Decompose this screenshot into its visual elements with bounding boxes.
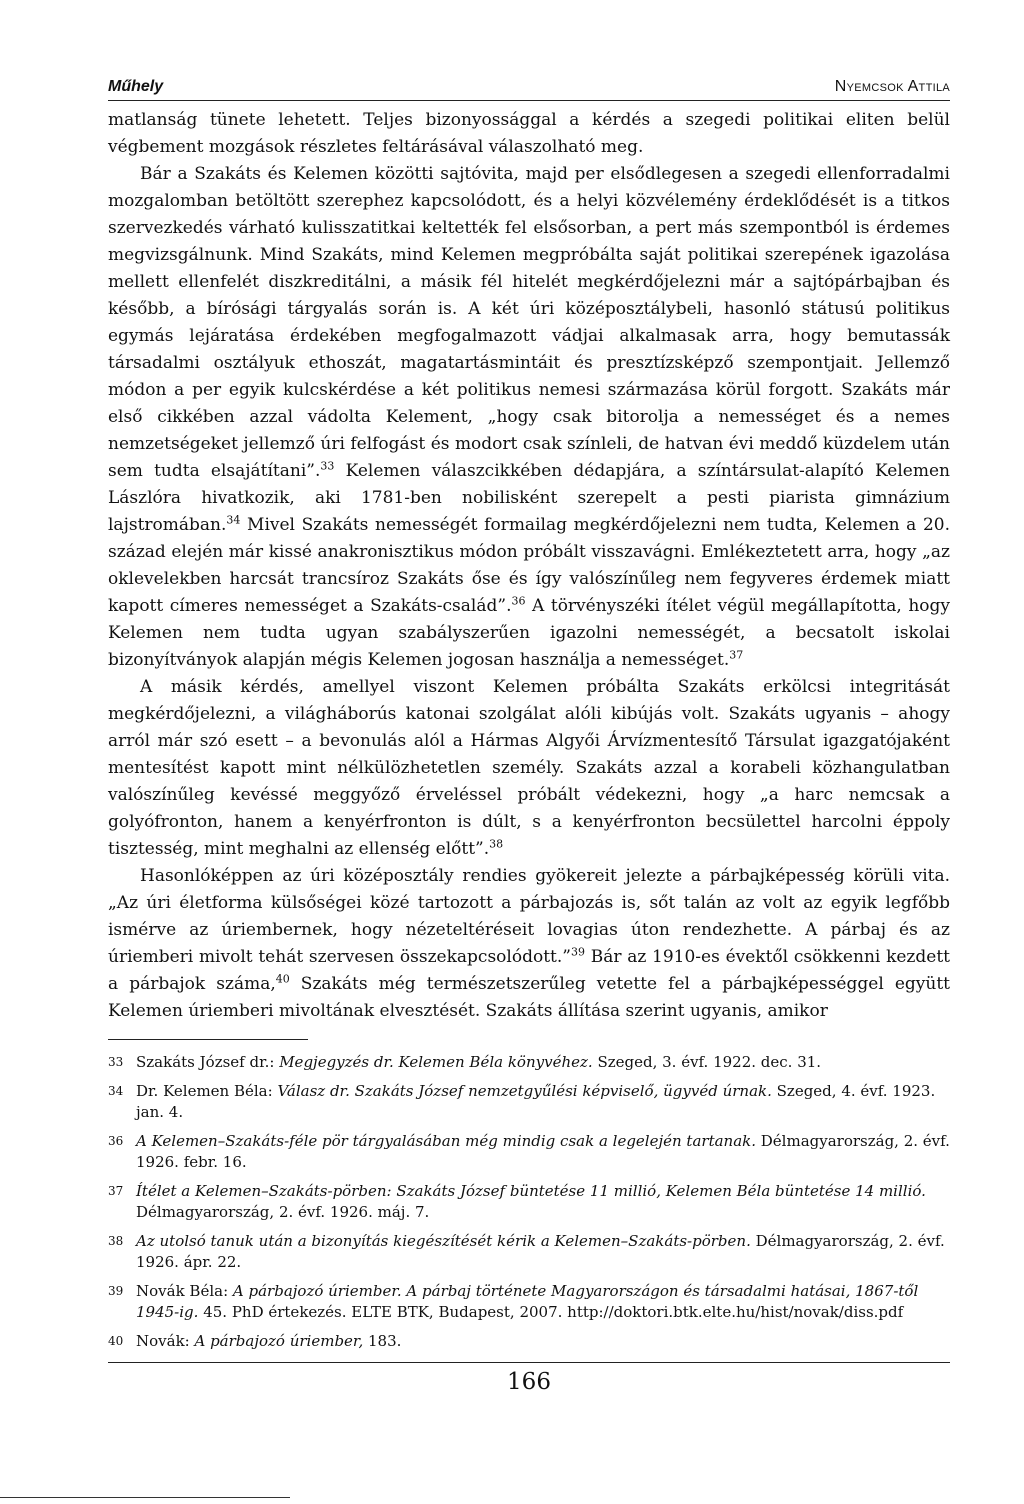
footnote: 39 Novák Béla: A párbajozó úriember. A párbaj története Magyarországon és társadalmi hatásai, 1867-től 1945-ig. 45. PhD értekezés. ELTE BTK, Budapest, 2007. http://doktori.btk.elte.hu/hist/novak/diss.pdf (108, 1282, 919, 1321)
footnote-ref: 34 (226, 513, 241, 527)
footnote-ref: 36 (511, 594, 526, 608)
section-title: Műhely (108, 78, 164, 95)
paragraph: Hasonlóképpen az úri középosztály rendies gyökereit jelezte a párbajképesség körüli vita. „Az úri életforma külsőségei közé tartozott a párbajozás is, sőt talán az volt az egyik legfőbb ismérve az úriembernek, hogy nézeteltéréseit lovagias úton rendezhette. A párbaj és az úriemberi mivolt tehát szervesen összekapcsolódott.”$^{39}$ Bár az 1910-es évektől csökkenni kezdett a párbajok száma,$^{40}$ Szakáts még természetszerűleg vetette fel a párbajképességgel együtt Kelemen úriemberi mivoltának elvesztését. Szakáts állítása szerint ugyanis, amikor (108, 866, 950, 1021)
footnote-ref: 33 (320, 459, 335, 473)
page-number: 166 (507, 1369, 551, 1395)
footnote: 33 Szakáts József dr.: Megjegyzés dr. Kelemen Béla könyvéhez. Szeged, 3. évf. 1922. dec. 31. (108, 1053, 822, 1071)
author-name: Nyemcsok Attila (834, 78, 950, 95)
footnote-number: 34 (108, 1084, 124, 1098)
footnote: 37 Ítélet a Kelemen–Szakáts-pörben: Szakáts József büntetése 11 millió, Kelemen Béla büntetése 14 millió. Délmagyarország, 2. évf. 1926. máj. 7. (108, 1182, 926, 1221)
footnote-number: 38 (108, 1234, 124, 1248)
running-head (108, 78, 950, 101)
footnote-ref: 40 (275, 972, 290, 986)
footnote-number: 39 (108, 1284, 124, 1298)
footnote-ref: 37 (729, 648, 744, 662)
footnote-ref: 38 (489, 837, 504, 851)
bottom-divider (108, 1362, 950, 1363)
paragraph: Bár a Szakáts és Kelemen közötti sajtóvita, majd per elsődlegesen a szegedi ellenforradalmi mozgalomban betöltött szerephez kapcsolódott, és a helyi közvélemény érdeklődését is a titkos szervezkedés várható kulisszatitkai keltették fel elsősorban, a pert más szempontból is érdemes megvizsgálnunk. Mind Szakáts, mind Kelemen megpróbálta saját politikai szerepének igazolása mellett ellenfelét diszkreditálni, a másik fél hitelét megkérdőjelezni már a sajtópárbajban és később, a bírósági tárgyalás során is. A két úri középosztálybeli, hasonló státusú politikus egymás lejáratása érdekében megfogalmazott vádjai alkalmasak arra, hogy bemutassák társadalmi osztályuk ethoszát, magatartásmintáit és presztízsképző szempontjait. Jellemző módon a per egyik kulcskérdése a két politikus nemesi származása körül forgott. Szakáts már első cikkében azzal vádolta Kelement, „hogy csak bitorolja a nemességet és a nemes nemzetségeket jellemző úri felfogást és modort csak színleli, de hatvan évi meddő küzdelem után sem tudta elsajátítani”.$^{33}$ Kelemen válaszcikkében dédapjára, a színtársulat-alapító Kelemen Lászlóra hivatkozik, aki 1781-ben nobilisként szerepelt a pesti piarista gimnázium lajstromában.$^{34}$ Mivel Szakáts nemességét formailag megkérdőjelezni nem tudta, Kelemen a 20. század elején már kissé anakronisztikus módon próbált visszavágni. Emlékeztetett arra, hogy „az oklevelekben harcsát trancsíroz Szakáts őse és így valószínűleg nem fegyveres érdemek miatt kapott címeres nemességet a Szakáts-család”.$^{36}$ A törvényszéki ítélet végül megállapította, hogy Kelemen nem tudta ugyan szabályszerűen igazolni nemességét, a becsatolt iskolai bizonyítványok alapján mégis Kelemen jogosan használja a nemességet.$^{37}$ (108, 164, 950, 670)
paragraph: A másik kérdés, amellyel viszont Kelemen próbálta Szakáts erkölcsi integritását megkérdőjelezni, a világháborús katonai szolgálat alóli kibújás volt. Szakáts ugyanis – ahogy arról már szó esett – a bevonulás alól a Hármas Algyői Árvízmentesítő Társulat igazgatójaként mentesítést kapott mint nélkülözhetetlen személy. Szakáts azzal a korabeli közhangulatban valószínűleg kevéssé meggyőző érveléssel próbált védekezni, hogy „a harc nemcsak a golyófronton, hanem a kenyérfronton is dúlt, s a kenyérfronton becsülettel harcolni éppoly tisztesség, mint meghalni az ellenség előtt”.$^{38}$ (108, 677, 950, 859)
paragraph: matlanság tünete lehetett. Teljes bizonyossággal a kérdés a szegedi politikai eliten belül végbement mozgások részletes feltárásával válaszolható meg. (108, 110, 950, 157)
book-page (108, 78, 950, 1395)
footnote: 40 Novák: A párbajozó úriember, 183. (108, 1332, 402, 1350)
footnote-number: 33 (108, 1055, 124, 1069)
footnote-number: 37 (108, 1184, 124, 1198)
footnote-divider (108, 1039, 308, 1040)
footnote-number: 40 (108, 1334, 124, 1348)
footnote: 36 A Kelemen–Szakáts-féle pör tárgyalásában még mindig csak a legelején tartanak. Délmagyarország, 2. évf. 1926. febr. 16. (108, 1132, 950, 1171)
footnote-number: 36 (108, 1134, 124, 1148)
footnote-ref: 39 (570, 945, 585, 959)
footnote: 34 Dr. Kelemen Béla: Válasz dr. Szakáts József nemzetgyűlési képviselő, ügyvéd úrnak. Szeged, 4. évf. 1923. jan. 4. (108, 1082, 936, 1121)
footnotes (108, 1052, 950, 1352)
footnote: 38 Az utolsó tanuk után a bizonyítás kiegészítését kérik a Kelemen–Szakáts-pörben. Délmagyarország, 2. évf. 1926. ápr. 22. (108, 1232, 945, 1271)
scan-edge-line (0, 1497, 290, 1498)
body-text (108, 107, 950, 1025)
